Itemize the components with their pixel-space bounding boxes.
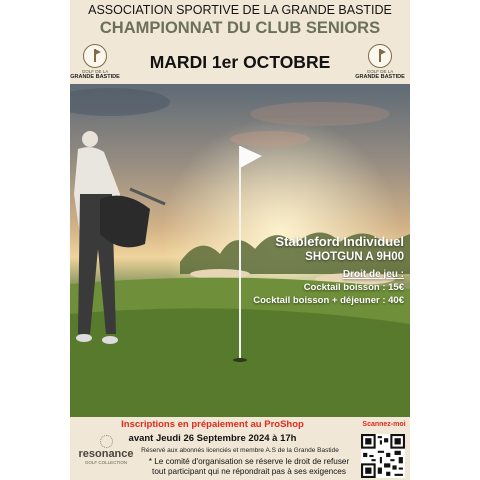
event-date: MARDI 1er OCTOBRE — [149, 52, 331, 72]
club-logo-left — [70, 44, 123, 80]
sponsor-subtitle: GOLF COLLECTION — [84, 460, 128, 465]
club-logo-right — [352, 44, 408, 80]
fee-cocktail: Cocktail boisson : 15€ — [303, 282, 404, 293]
golf-flag-icon — [83, 44, 107, 68]
disclaimer-line-1: * Le comité d'organisation se réserve le droit de refuser — [148, 457, 350, 466]
association-name: ASSOCIATION SPORTIVE DE LA GRANDE BASTIDE — [88, 3, 392, 17]
logo-line-2: GRANDE BASTIDE — [70, 74, 120, 80]
qr-code[interactable] — [361, 434, 405, 478]
golf-course-photo — [70, 84, 410, 417]
sponsor-name: resonance — [78, 448, 134, 460]
start-time: SHOTGUN A 9H00 — [305, 251, 404, 263]
fees-title: Droit de jeu : — [342, 269, 404, 280]
championship-title: CHAMPIONNAT DU CLUB SENIORS — [99, 19, 381, 37]
golf-flag-icon — [368, 44, 392, 68]
eligibility-note: Réservé aux abonnés licenciés et membre A.S de la Grande Bastide — [141, 447, 339, 454]
sponsor-logo — [76, 435, 136, 465]
scan-label: Scannez-moi — [362, 421, 406, 428]
disclaimer-line-2: tout participant qui ne répondrait pas à ses exigences — [152, 467, 346, 476]
registration-deadline: avant Jeudi 26 Septembre 2024 à 17h — [128, 433, 297, 444]
logo-line-1: GOLF DE LA — [81, 69, 109, 74]
competition-format: Stableford Individuel — [275, 234, 404, 249]
event-poster — [70, 0, 410, 480]
event-details — [253, 234, 404, 306]
registration-info: Inscriptions en prépaiement au ProShop — [121, 419, 304, 430]
logo-line-2: GRANDE BASTIDE — [355, 74, 405, 80]
committee-disclaimer — [128, 457, 370, 477]
logo-line-1: GOLF DE LA — [366, 69, 394, 74]
sponsor-mark-icon — [100, 435, 113, 448]
fee-cocktail-lunch: Cocktail boisson + déjeuner : 40€ — [253, 295, 404, 306]
